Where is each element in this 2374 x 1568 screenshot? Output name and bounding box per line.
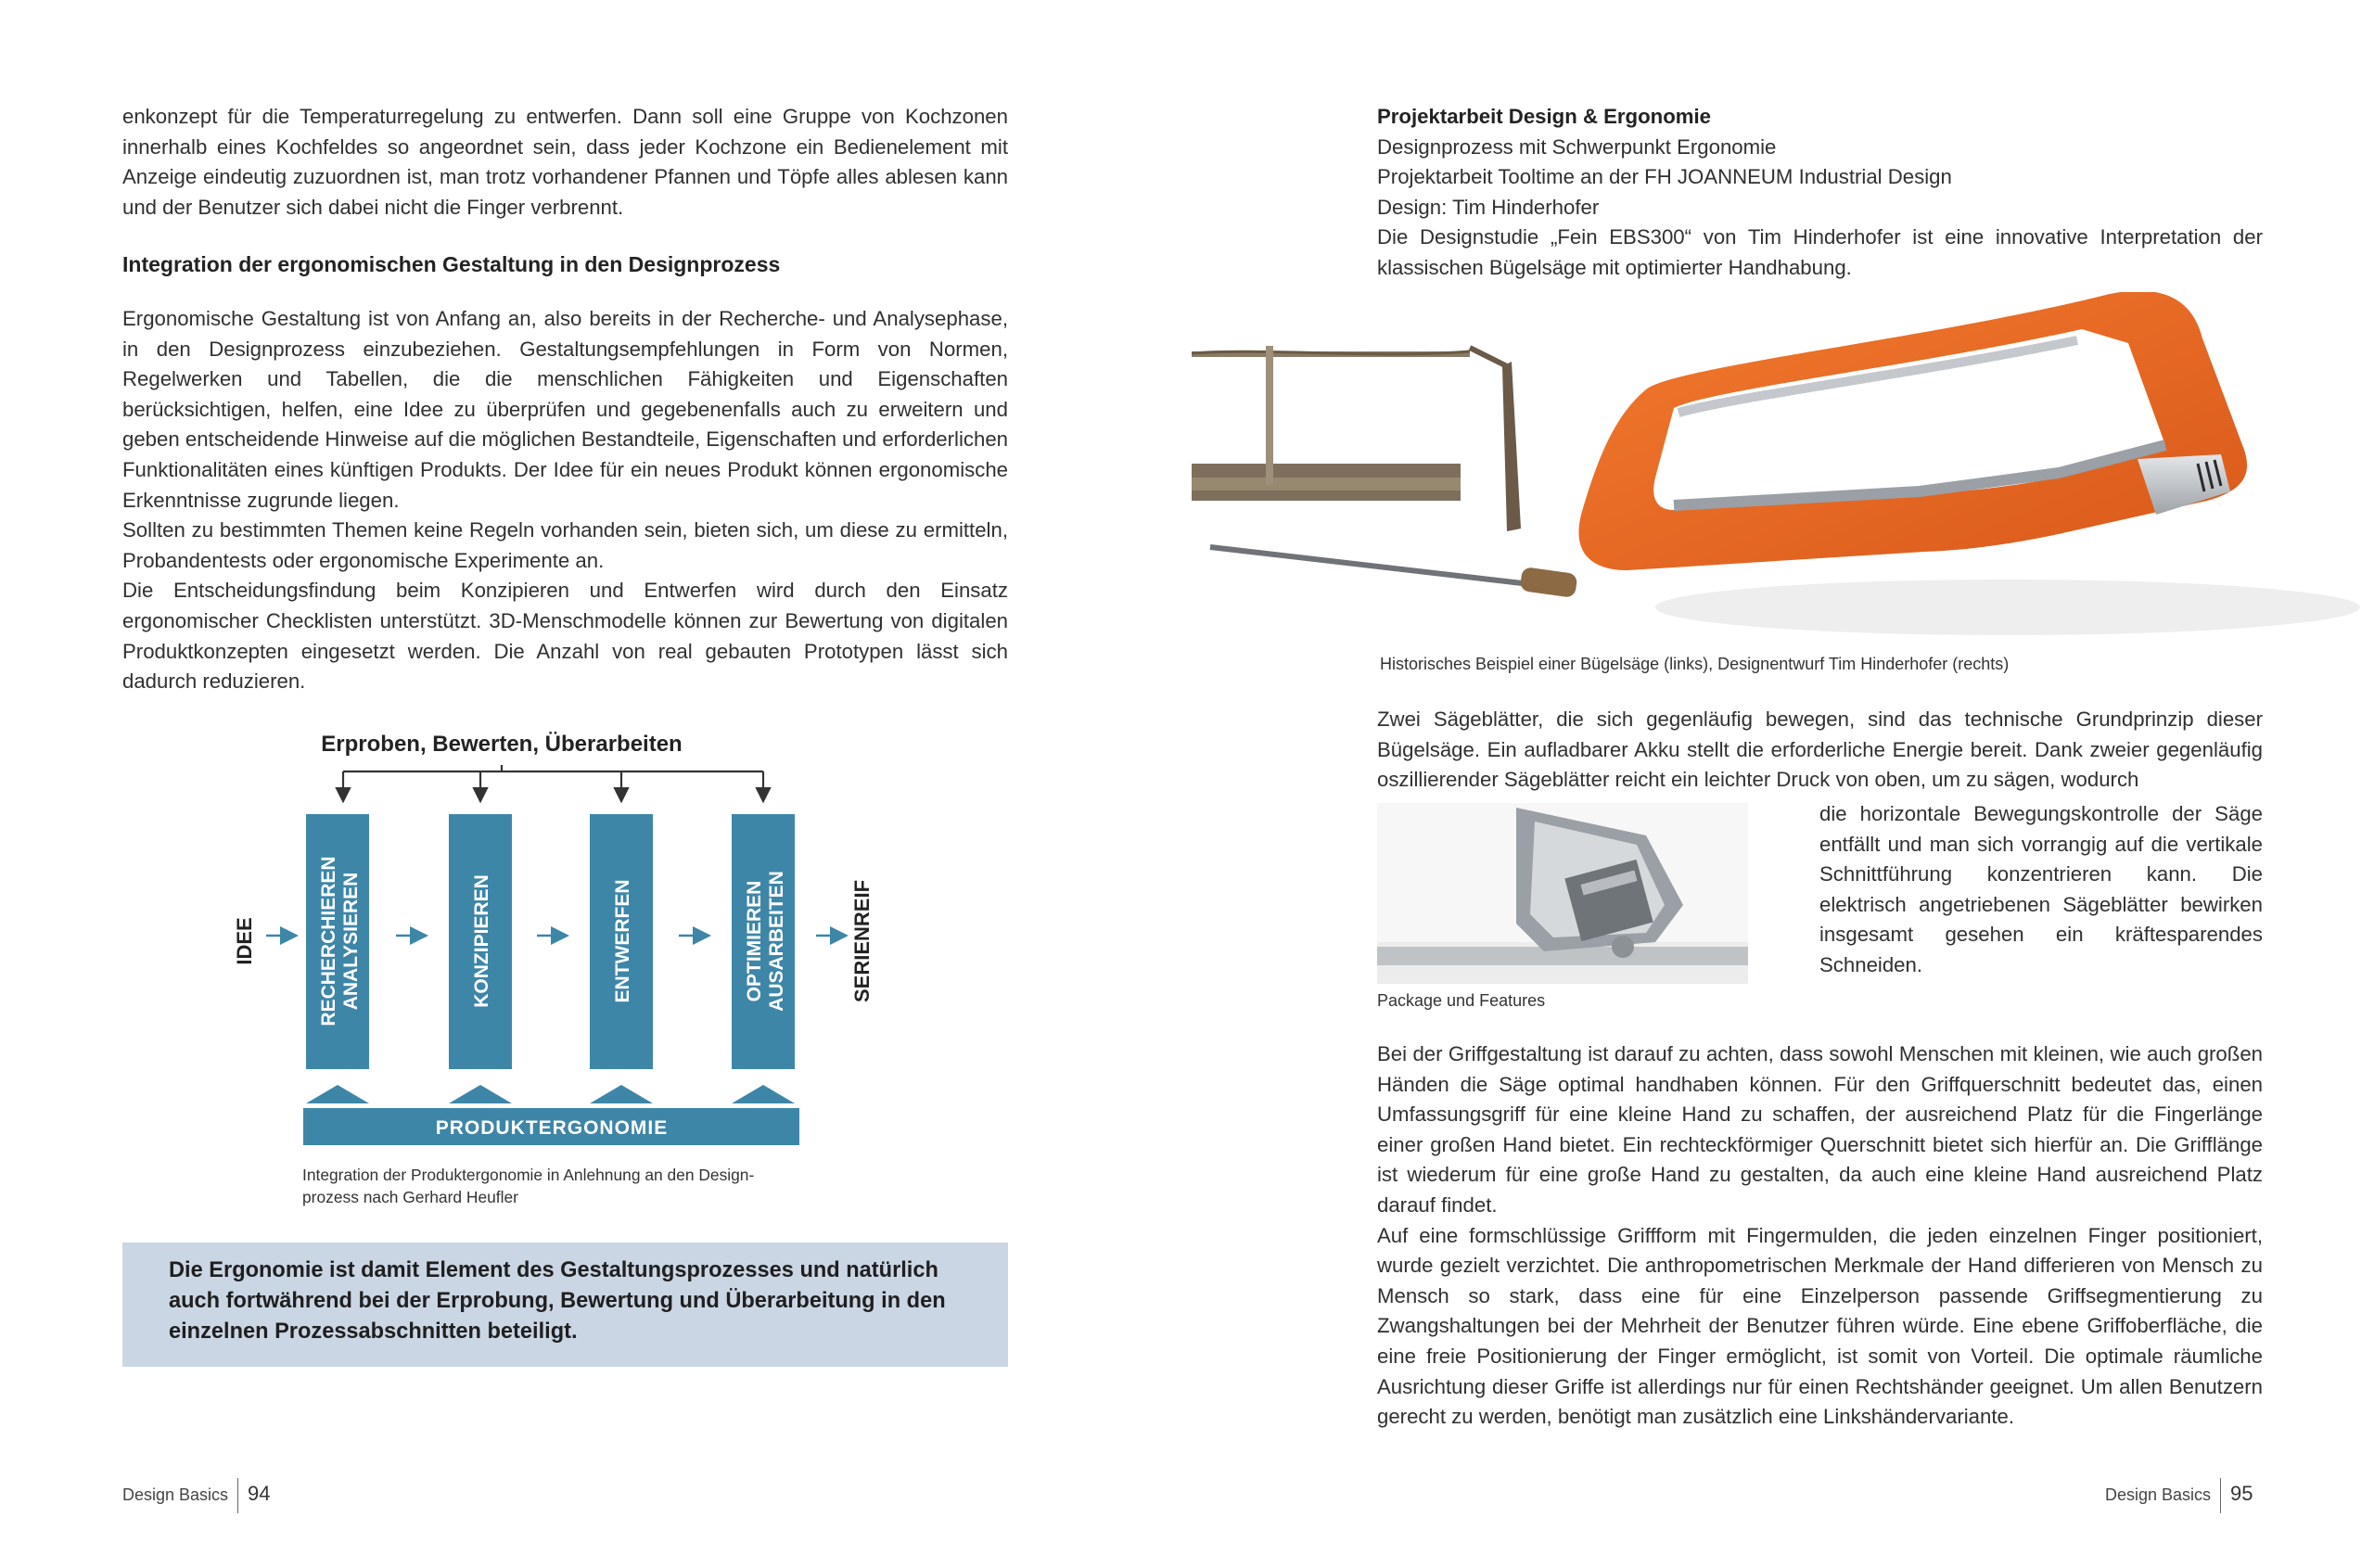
project-line: Projektarbeit Tooltime an der FH JOANNEUM Industrial Design <box>1377 165 1952 189</box>
paragraph: Ergonomische Gestaltung ist von Anfang an, also bereits in der Recherche- und Analysephase, in den Designprozess einzubeziehen. Gestaltungsempfehlungen in Form von Normen, Regelwerken und Tabellen, die die menschlichen Fähigkeiten und Eigenschaften berücksichtigen, helfen, eine Idee zu überprüfen und gegebenenfalls auch zu erweitern und geben entscheidende Hinweise auf die möglichen Bestandteile, Eigenschaften und erforderlichen Funktionalitäten eines künftigen Produkts. Der Idee für ein neues Produkt können ergonomische Erkenntnisse zugrunde liegen. <box>122 307 1008 512</box>
saw-photo <box>1192 292 2374 644</box>
footer-left <box>122 1478 271 1513</box>
phase-label: RECHERCHIEREN <box>318 856 339 1026</box>
process-diagram <box>227 723 876 1159</box>
diagram-caption: Integration der Produktergonomie in Anlehnung an den Design- prozess nach Gerhard Heufler <box>302 1166 755 1206</box>
diagram-top-label: Erproben, Bewerten, Überarbeiten <box>321 732 683 757</box>
saw-paragraph: Zwei Sägeblätter, die sich gegenläufig bewegen, sind das technische Grundprinzip dieser Bügelsäge. Ein aufladbarer Akku stellt die erforderliche Energie bereit. Dank zweier gegenläufig oszillierender Sägeblätter reicht ein leichter Druck von oben, um zu sägen, wodurch <box>1377 708 2263 792</box>
paragraph: Bei der Griffgestaltung ist darauf zu achten, dass sowohl Menschen mit kleinen, wie auch großen Händen die Säge optimal handhaben können. Für den Griffquerschnitt bedeutet das, einen Umfassungsgriff für eine kleine Hand zu schaffen, der ausreichend Platz für die Fingerlänge einer großen Hand bietet. Ein rechteckförmiger Querschnitt bietet sich hierfür an. Die Grifflänge ist wiederum für eine große Hand zu gestalten, da auch eine kleine Hand ausreichend Platz darauf findet. <box>1377 1042 2263 1217</box>
callout-text: Die Ergonomie ist damit Element des Gestaltungsprozesses und natürlich auch fortwährend bei der Erprobung, Bewertung und Überarbeitung in den einzelnen Prozessabschnitten beteiligt. <box>169 1258 946 1344</box>
package-caption: Package und Features <box>1377 991 1546 1010</box>
paragraph: Auf eine formschlüssige Griffform mit Fingermulden, die jeden einzelnen Finger positioniert, wurde gezielt verzichtet. Die anthropometrischen Merkmale der Hand differieren von Mensch zu Mensch so stark, dass eine für eine Einzelperson passende Griffsegmentierung zu Zwangshaltungen bei der Mehrheit der Benutzer führen würde. Eine ebene Griffoberfläche, die eine freie Positionierung der Finger ermöglicht, ist somit von Vorteil. Die optimale räumliche Ausrichtung dieser Griffe ist allerdings nur für einen Rechtshänder geeignet. Um allen Benutzern gerecht zu werden, benötigt man zusätzlich eine Linkshändervariante. <box>1377 1223 2263 1429</box>
grip-paragraphs <box>1377 1039 2263 1433</box>
project-block <box>1377 102 2263 284</box>
phase-label: ANALYSIEREN <box>340 872 362 1011</box>
project-line: Designprozess mit Schwerpunkt Ergonomie <box>1377 134 1777 159</box>
page-number: 94 <box>248 1481 271 1505</box>
footer-label: Design Basics <box>2105 1485 2212 1504</box>
page-number: 95 <box>2230 1481 2253 1505</box>
footer-label: Design Basics <box>122 1485 229 1504</box>
diagram-start-label: IDEE <box>233 917 256 965</box>
paragraph: Die Entscheidungsfindung beim Konzipieren und Entwerfen wird durch den Einsatz ergonomischer Checklisten unterstützt. 3D-Menschmodelle können zur Bewertung von digitalen Produktkonzepten eingesetzt werden. Die Anzahl von real gebauten Prototypen lässt sich dadurch reduzieren. <box>122 579 1008 694</box>
package-photo <box>1377 803 1748 984</box>
intro-paragraph: enkonzept für die Temperaturregelung zu entwerfen. Dann soll eine Gruppe von Kochzonen innerhalb eines Kochfeldes so angeordnet sein, dass jeder Kochzone ein Bedienelement mit Anzeige eindeutig zuzuordnen ist, man trotz vorhandener Pfannen und Töpfe alles ablesen kann und der Benutzer sich dabei nicht die Finger verbrennt. <box>122 105 1008 219</box>
saw-caption: Historisches Beispiel einer Bügelsäge (links), Designentwurf Tim Hinderhofer (rechts) <box>1380 655 2010 673</box>
diagram-end-label: SERIENREIF <box>850 879 874 1003</box>
callout-box <box>122 1243 1008 1367</box>
saw-paragraph-continued: die horizontale Bewegungskontrolle der Säge entfällt und man sich vorrangig auf die vertikale Schnittführung konzentrieren kann. Die elektrisch angetriebenen Sägeblätter bewirken insgesamt gesehen ein kräftesparendes Schneiden. <box>1819 802 2263 976</box>
project-title: Projektarbeit Design & Ergonomie <box>1377 105 1712 128</box>
phase-label: AUSARBEITEN <box>766 871 787 1012</box>
phase-label: KONZIPIEREN <box>471 874 492 1008</box>
support-triangles <box>306 1085 795 1103</box>
ergonomics-paragraphs <box>122 304 1008 697</box>
paragraph: Sollten zu bestimmten Themen keine Regeln vorhanden sein, bieten sich, um diese zu ermitteln, Probandentests oder ergonomische Experimente an. <box>122 518 1008 572</box>
section-heading: Integration der ergonomischen Gestaltung in den Designprozess <box>122 252 781 276</box>
footer-right <box>2105 1478 2253 1513</box>
project-line: Die Designstudie „Fein EBS300“ von Tim Hinderhofer ist eine innovative Interpretation der klassischen Bügelsäge mit optimierter Handhabung. <box>1377 225 2263 279</box>
base-label: PRODUKTERGONOMIE <box>435 1117 669 1139</box>
phase-label: ENTWERFEN <box>612 879 633 1003</box>
project-line: Design: Tim Hinderhofer <box>1377 195 1600 219</box>
phase-label: OPTIMIEREN <box>744 880 765 1002</box>
feedback-bracket <box>343 765 763 799</box>
